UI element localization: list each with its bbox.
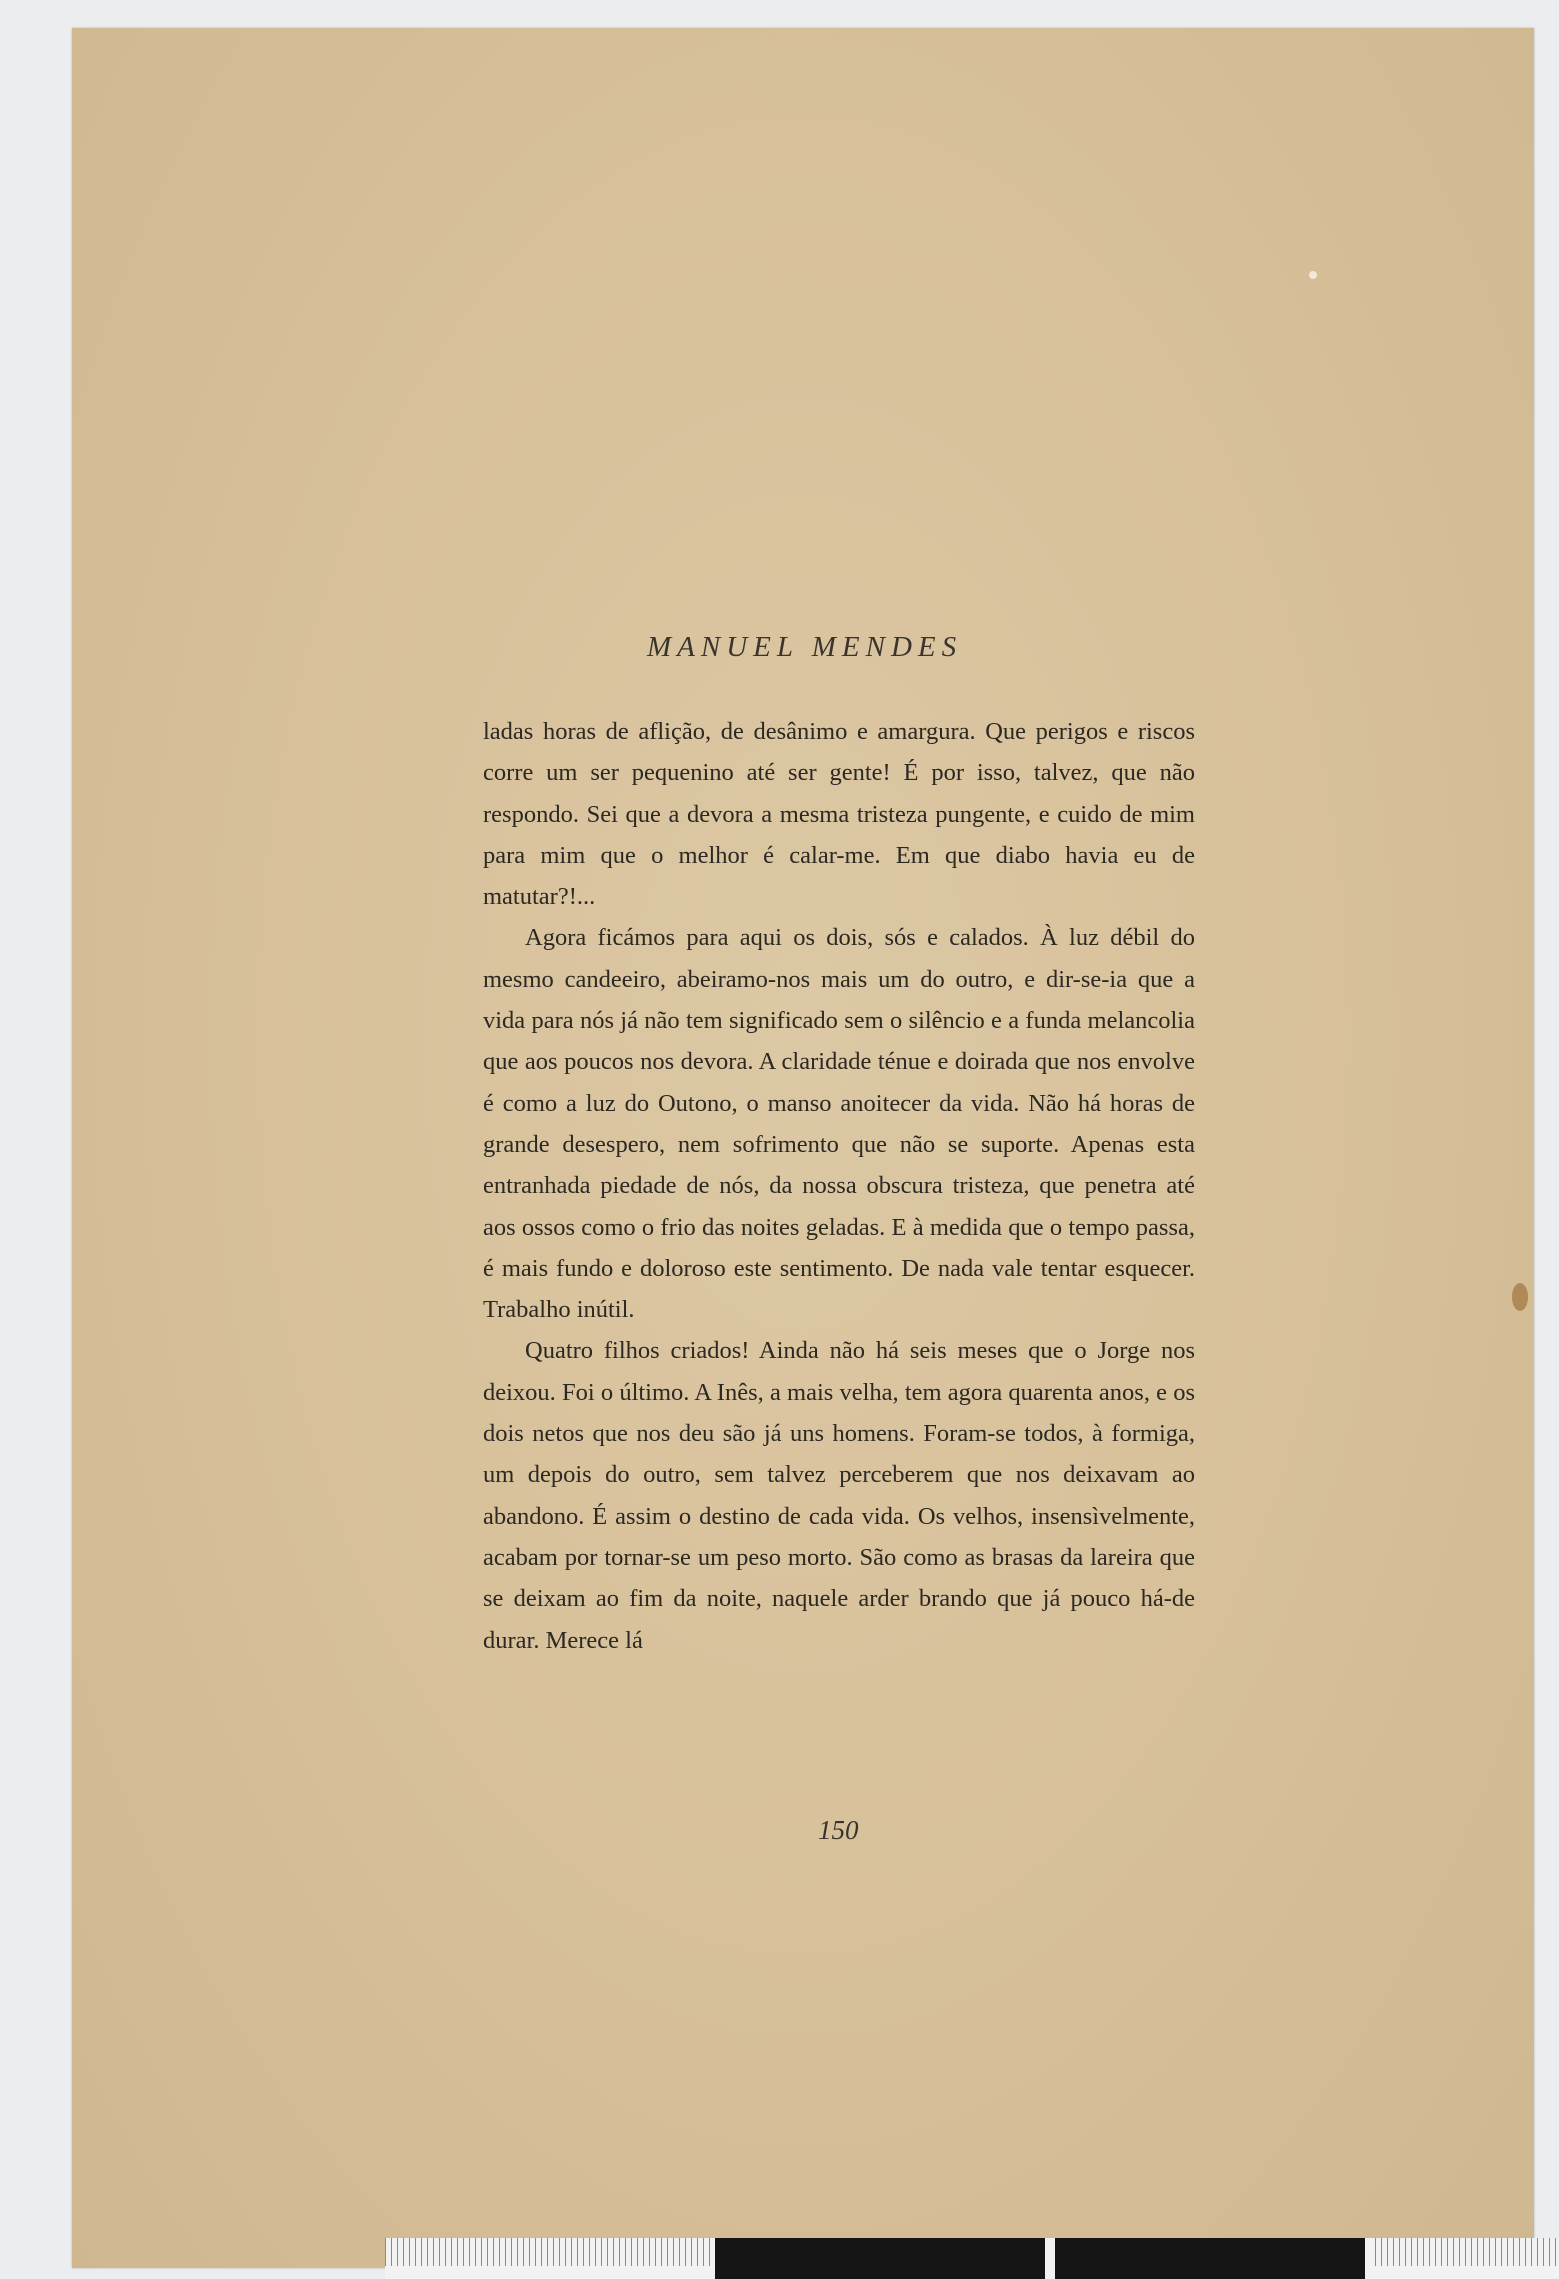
page-number: 150 bbox=[818, 1815, 859, 1845]
ruler-black-block bbox=[715, 2238, 1045, 2279]
ruler-ticks bbox=[385, 2238, 715, 2266]
paper-speck bbox=[1309, 271, 1317, 279]
paper-stain bbox=[1512, 1283, 1528, 1311]
running-header: MANUEL MENDES bbox=[647, 631, 963, 663]
book-page bbox=[72, 28, 1534, 2268]
scale-ruler bbox=[385, 2238, 1559, 2279]
paragraph: Quatro filhos criados! Ainda não há seis meses que o Jorge nos deixou. Foi o último. A Inês, a mais velha, tem agora quarenta anos, e os dois netos que nos deu são já uns homens. Foram-se todos, à formiga, um depois do outro, sem talvez perceberem que nos deixavam ao abandono. É assim o destino de cada vida. Os velhos, insensìvelmente, acabam por tornar-se um peso morto. São como as brasas da lareira que se deixam ao fim da noite, naquele arder brando que já pouco há-de durar. Merece lá bbox=[483, 1337, 1195, 1654]
ruler-ticks bbox=[1375, 2238, 1559, 2266]
paragraph: ladas horas de aflição, de desânimo e amargura. Que perigos e riscos corre um ser pequenino até ser gente! É por isso, talvez, que não respondo. Sei que a devora a mesma tristeza pungente, e cuido de mim para mim que o melhor é calar-me. Em que diabo havia eu de matutar?!... bbox=[483, 718, 1195, 911]
body-text bbox=[483, 711, 1195, 1661]
ruler-black-block bbox=[1055, 2238, 1365, 2279]
paragraph: Agora ficámos para aqui os dois, sós e calados. À luz débil do mesmo candeeiro, abeiramo-nos mais um do outro, e dir-se-ia que a vida para nós já não tem significado sem o silêncio e a funda melancolia que aos poucos nos devora. A claridade ténue e doirada que nos envolve é como a luz do Outono, o manso anoitecer da vida. Não há horas de grande desespero, nem sofrimento que não se suporte. Apenas esta entranhada piedade de nós, da nossa obscura tristeza, que penetra até aos ossos como o frio das noites geladas. E à medida que o tempo passa, é mais fundo e doloroso este sentimento. De nada vale tentar esquecer. Trabalho inútil. bbox=[483, 924, 1195, 1324]
